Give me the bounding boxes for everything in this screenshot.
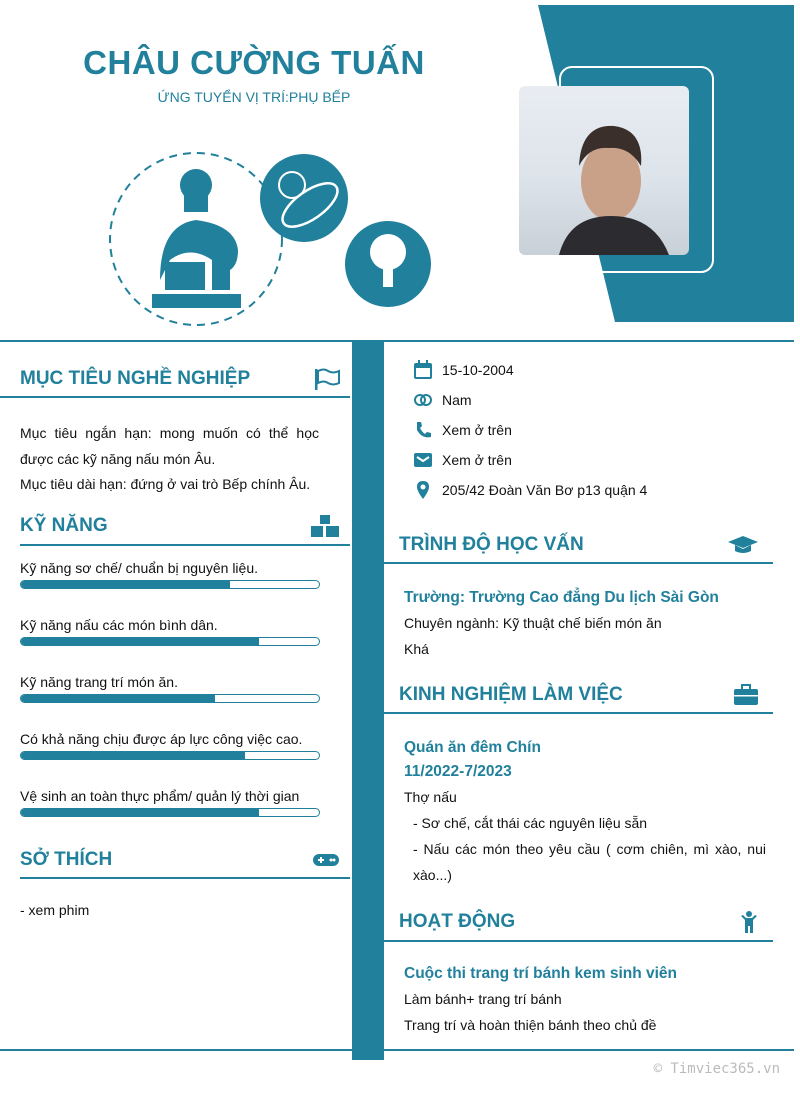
candidate-name: CHÂU CƯỜNG TUẤN [83,44,425,81]
gender-icon [412,390,434,410]
job-role: Thợ nấu [404,789,457,805]
section-objective-header [0,368,350,398]
cubes-icon [310,514,340,538]
divider [0,340,794,342]
skill-label: Kỹ năng nấu các món bình dân. [20,617,218,633]
skill-label: Vệ sinh an toàn thực phẩm/ quản lý thời gian [20,788,300,804]
activity-name: Cuộc thi trang trí bánh kem sinh viên [404,965,678,982]
map-marker-icon [412,480,434,500]
skill-bar-fill [21,752,245,759]
email-icon [412,450,434,470]
skill-bar-fill [21,581,230,588]
company-name: Quán ăn đêm Chín [404,739,541,756]
activity-line: Làm bánh+ trang trí bánh [404,991,562,1007]
section-title: KINH NGHIỆM LÀM VIỆC [399,684,623,705]
skill-bar [20,637,320,646]
chef-illustration [110,153,282,325]
calendar-icon [412,360,434,380]
skill-item [20,674,320,703]
center-stripe [352,342,384,1060]
skill-label: Kỹ năng sơ chế/ chuẩn bị nguyên liệu. [20,560,259,576]
section-hobbies-header [20,849,350,879]
activity-line: Trang trí và hoàn thiện bánh theo chủ đề [404,1017,657,1033]
school-name: Trường: Trường Cao đẳng Du lịch Sài Gòn [404,589,719,606]
skill-bar [20,580,320,589]
watermark: © Timviec365.vn [653,1061,780,1077]
objective-long: Mục tiêu dài hạn: đứng ở vai trò Bếp chính Âu. [20,476,311,492]
section-title: KỸ NĂNG [20,515,108,536]
child-icon [739,910,759,934]
birthday-value: 15-10-2004 [442,362,514,378]
info-phone [412,420,512,440]
skill-bar-fill [21,638,259,645]
info-birthday [412,360,514,380]
skill-bar [20,751,320,760]
address-value: 205/42 Đoàn Văn Bơ p13 quận 4 [442,482,648,498]
profile-photo [519,86,689,255]
major: Chuyên ngành: Kỹ thuật chế biến món ăn [404,615,662,631]
vegetables-icon [260,154,348,242]
objective-short: Mục tiêu ngắn hạn: mong muốn có thể học được các kỹ năng nấu món Âu. [20,425,319,467]
gender-value: Nam [442,392,472,408]
flag-icon [314,368,340,390]
hobby-text: - xem phim [20,902,90,918]
work-period: 11/2022-7/2023 [404,763,512,780]
broccoli-icon [345,221,431,307]
info-email [412,450,512,470]
email-value: Xem ở trên [442,452,512,468]
section-skills-header [20,514,350,546]
section-activities-header [384,910,773,942]
section-title: MỤC TIÊU NGHỀ NGHIỆP [20,368,251,389]
briefcase-icon [733,684,759,706]
applied-position: ỨNG TUYỂN VỊ TRÍ:PHỤ BẾP [157,89,351,105]
skill-label: Kỹ năng trang trí món ăn. [20,674,178,690]
info-gender [412,390,472,410]
skill-item [20,560,320,589]
section-experience-header [384,684,773,714]
info-address [412,480,647,500]
section-title: HOẠT ĐỘNG [399,911,516,932]
skill-bar [20,694,320,703]
phone-value: Xem ở trên [442,422,512,438]
job-task: - Sơ chế, cắt thái các nguyên liệu sẵn [413,815,648,831]
skill-item [20,788,320,817]
skill-bar-fill [21,695,215,702]
job-task: - Nấu các món theo yêu cầu ( cơm chiên, mì xào, nui xào...) [413,841,766,883]
skill-bar [20,808,320,817]
phone-icon [412,420,434,440]
gamepad-icon [312,852,340,868]
divider [0,1049,794,1051]
section-education-header [384,534,773,564]
grade: Khá [404,641,429,657]
section-title: SỞ THÍCH [20,849,113,870]
skill-label: Có khả năng chịu được áp lực công việc cao. [20,731,303,747]
skill-item [20,731,320,760]
skill-item [20,617,320,646]
section-title: TRÌNH ĐỘ HỌC VẤN [399,534,584,555]
skill-bar-fill [21,809,259,816]
graduation-cap-icon [727,534,759,556]
